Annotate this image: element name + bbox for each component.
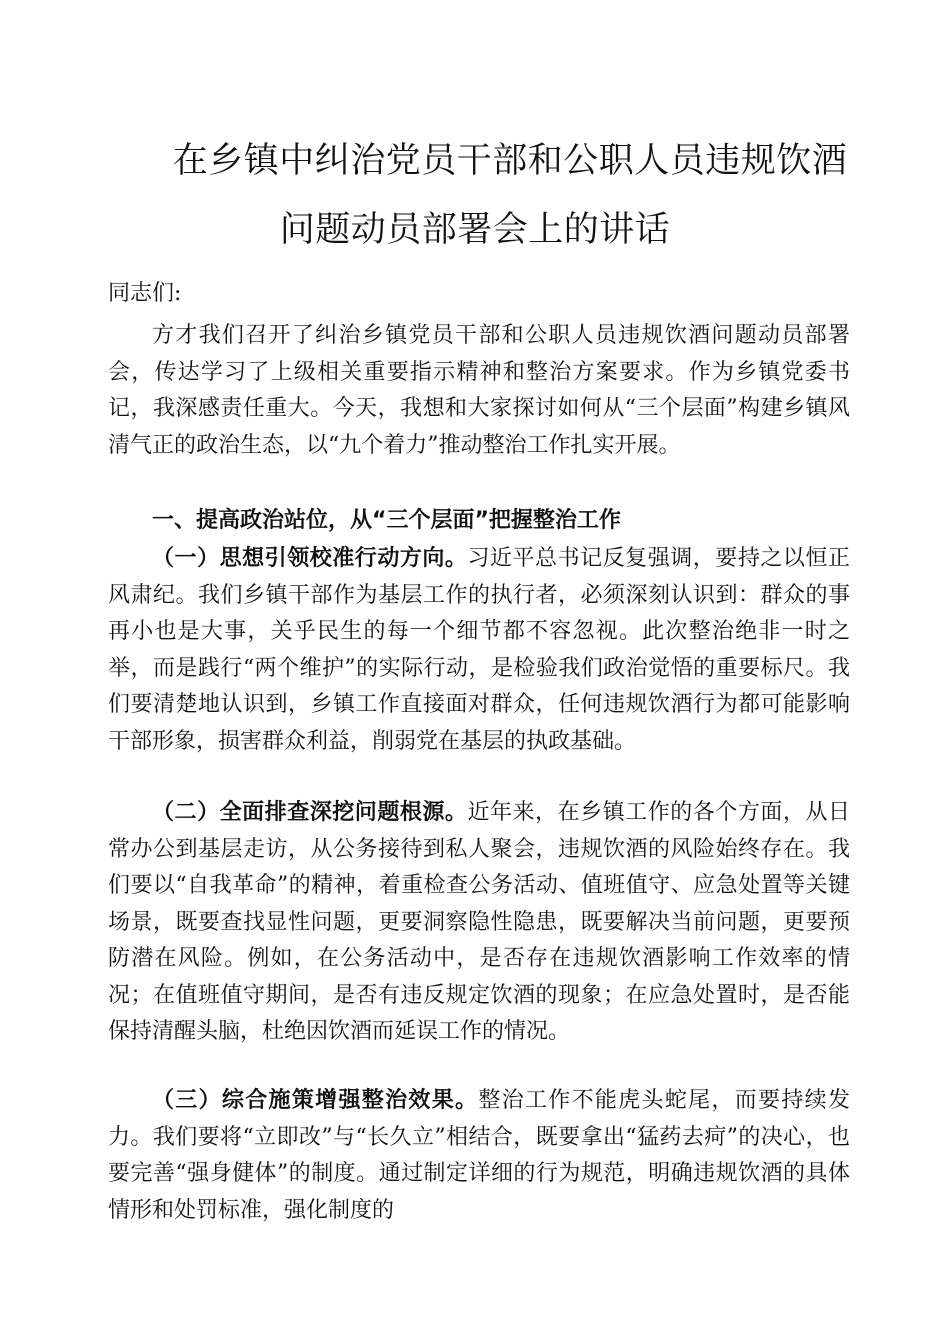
paragraph-3-body: 整治工作不能虎头蛇尾，而要持续发力。我们要将“立即改”与“长久立”相结合，既要拿出“猛药去疴”的决心，也要完善“强身健体”的制度。通过制定详细的行为规范，明确违规饮酒的具体情形和处罚标准，强化制度的 [108, 1088, 850, 1223]
paragraph-3-lead: （三）综合施策增强整治效果。 [152, 1088, 479, 1113]
salutation: 同志们: [108, 281, 182, 306]
paragraph-1-lead: （一）思想引领校准行动方向。 [152, 546, 468, 571]
paragraph-2 [108, 795, 850, 1051]
paragraph-2-body: 近年来，在乡镇工作的各个方面，从日常办公到基层走访，从公务接待到私人聚会，违规饮酒的风险始终存在。我们要以“自我革命”的精神，着重检查公务活动、值班值守、应急处置等关键场景，既要查找显性问题，更要洞察隐性隐患，既要解决当前问题，更要预防潜在风险。例如，在公务活动中，是否存在违规饮酒影响工作效率的情况；在值班值守期间，是否有违反规定饮酒的现象；在应急处置时，是否能保持清醒头脑，杜绝因饮酒而延误工作的情况。 [108, 800, 850, 1044]
paragraph-1-body: 习近平总书记反复强调，要持之以恒正风肃纪。我们乡镇干部作为基层工作的执行者，必须深刻认识到：群众的事再小也是大事，关乎民生的每一个细节都不容忽视。此次整治绝非一时之举，而是践行“两个维护”的实际行动，是检验我们政治觉悟的重要标尺。我们要清楚地认识到，乡镇工作直接面对群众，任何违规饮酒行为都可能影响干部形象，损害群众利益，削弱党在基层的执政基础。 [108, 546, 850, 754]
document-title-line2: 问题动员部署会上的讲话 [279, 210, 671, 250]
section-heading-1: 一、提高政治站位，从“三个层面”把握整治工作 [152, 508, 621, 533]
document-title-line1: 在乡镇中纠治党员干部和公职人员违规饮酒 [172, 141, 848, 181]
paragraph-3 [108, 1083, 850, 1229]
paragraph-1 [108, 541, 850, 760]
paragraph-2-lead: （二）全面排查深挖问题根源。 [152, 800, 468, 825]
intro-paragraph: 方才我们召开了纠治乡镇党员干部和公职人员违规饮酒问题动员部署会，传达学习了上级相关重要指示精神和整治方案要求。作为乡镇党委书记，我深感责任重大。今天，我想和大家探讨如何从“三个层面”构建乡镇风清气正的政治生态，以“九个着力”推动整治工作扎实开展。 [108, 323, 850, 458]
